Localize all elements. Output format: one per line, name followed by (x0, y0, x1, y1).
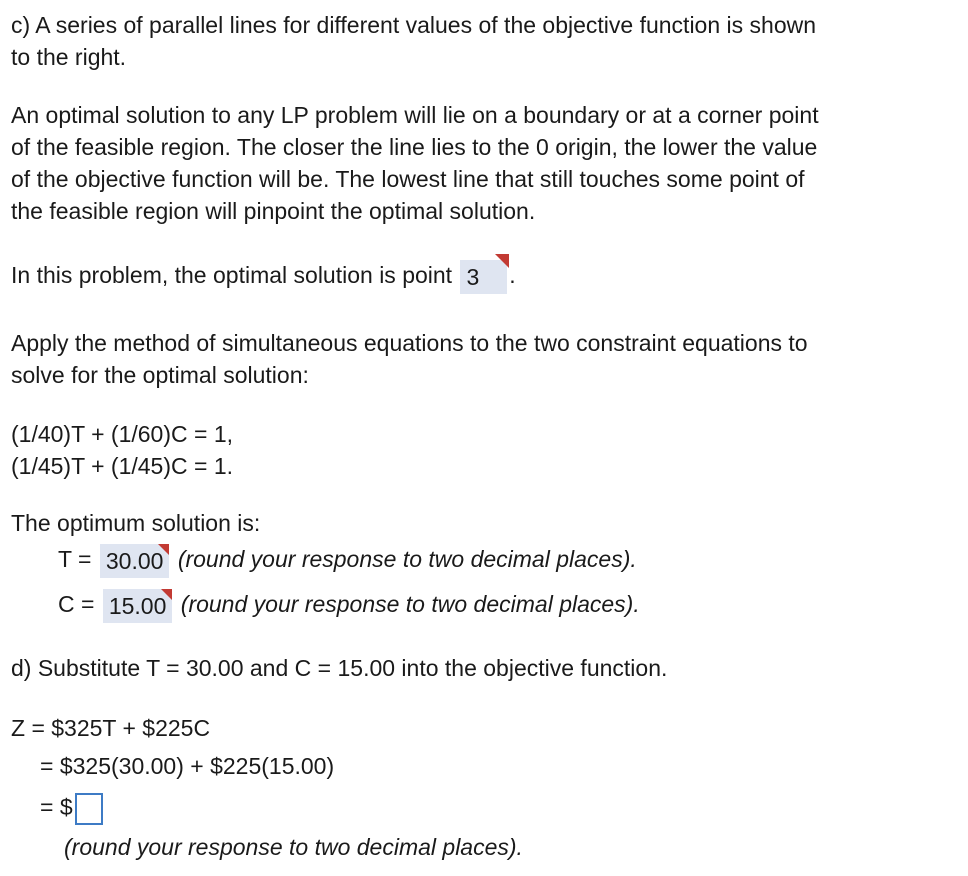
c-note: (round your response to two decimal places). (180, 591, 640, 617)
intro-line-1: c) A series of parallel lines for different values of the objective function is shown (11, 12, 817, 38)
c-value: 15.00 (108, 592, 167, 619)
z-line-3-prefix: = $ (40, 794, 73, 820)
z-line-2: = $325(30.00) + $225(15.00) (40, 753, 335, 779)
optimal-point-prefix: In this problem, the optimal solution is point (11, 262, 453, 288)
para-line-1: An optimal solution to any LP problem will lie on a boundary or at a corner point (11, 102, 819, 128)
z-line-3 (40, 791, 103, 825)
part-d-heading: d) Substitute T = 30.00 and C = 15.00 into the objective function. (11, 655, 668, 681)
apply-line-2: solve for the optimal solution: (11, 362, 309, 388)
z-note: (round your response to two decimal places). (64, 834, 523, 860)
t-answer-row (58, 543, 637, 578)
optimal-point-suffix: . (509, 262, 516, 288)
optimal-point-dropdown[interactable] (460, 260, 507, 294)
para-line-3: of the objective function will be. The lowest line that still touches some point of (11, 166, 805, 192)
z-line-1: Z = $325T + $225C (11, 715, 211, 741)
c-answer-row (58, 588, 640, 623)
optimal-point-line (11, 259, 516, 294)
t-label: T = (58, 546, 92, 572)
equation-1: (1/40)T + (1/60)C = 1, (11, 421, 234, 447)
equation-2: (1/45)T + (1/45)C = 1. (11, 453, 234, 479)
para-line-4: the feasible region will pinpoint the optimal solution. (11, 198, 536, 224)
c-answer-field[interactable] (103, 589, 173, 623)
incorrect-flag-icon (495, 254, 509, 268)
intro-line-2: to the right. (11, 44, 127, 70)
apply-line-1: Apply the method of simultaneous equations to the two constraint equations to (11, 330, 808, 356)
t-value: 30.00 (105, 547, 164, 574)
optimal-point-value: 3 (466, 263, 480, 290)
incorrect-flag-icon (158, 544, 169, 555)
incorrect-flag-icon (161, 589, 172, 600)
t-note: (round your response to two decimal places). (177, 546, 637, 572)
optimum-heading: The optimum solution is: (11, 510, 261, 536)
t-answer-field[interactable] (100, 544, 170, 578)
z-answer-input[interactable] (75, 793, 103, 825)
c-label: C = (58, 591, 95, 617)
para-line-2: of the feasible region. The closer the line lies to the 0 origin, the lower the value (11, 134, 818, 160)
